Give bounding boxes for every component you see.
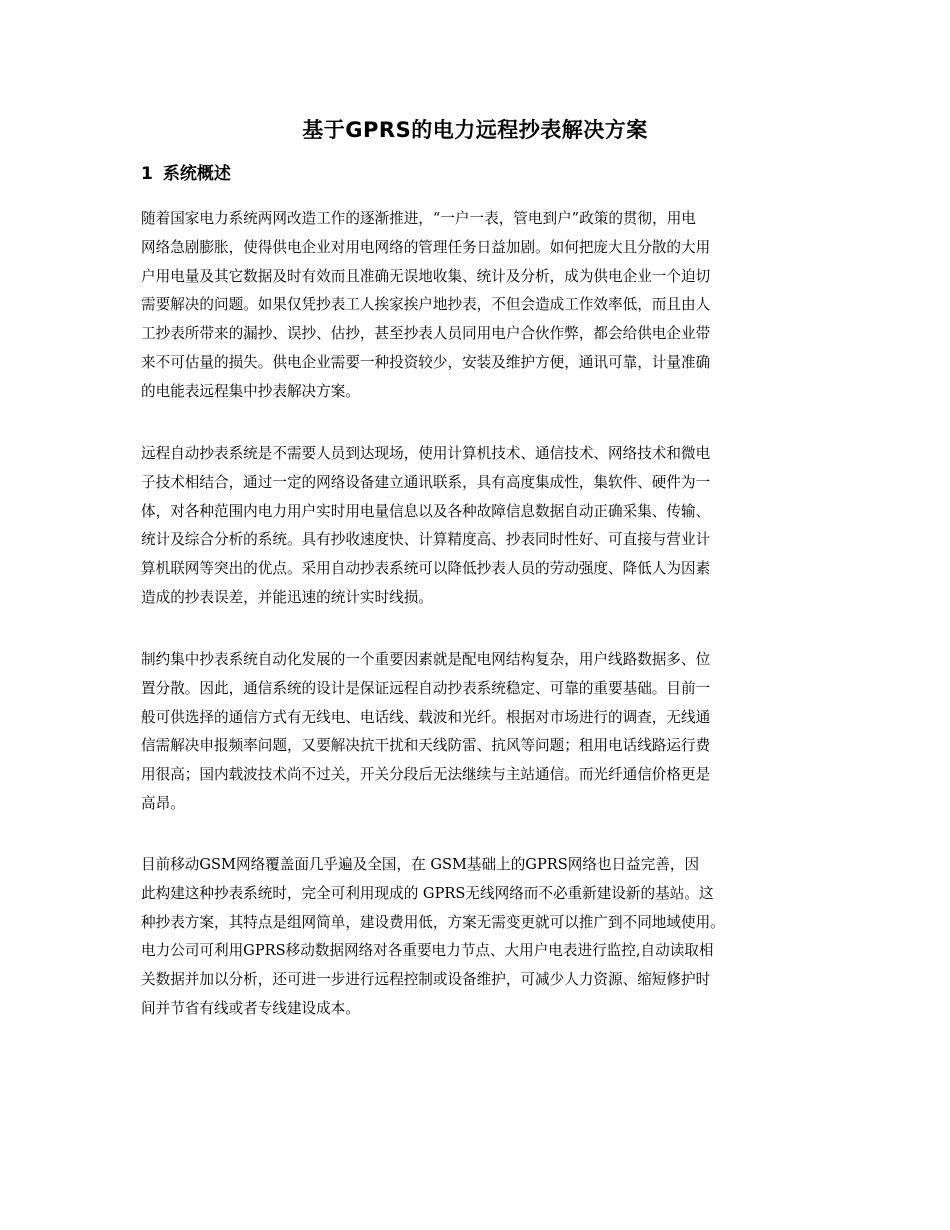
paragraph-line: 目前移动GSM网络覆盖面几乎遍及全国，在 GSM基础上的GPRS网络也日益完善，因 (141, 856, 700, 873)
paragraph-line: 造成的抄表误差，并能迅速的统计实时线损。 (141, 588, 433, 606)
paragraph-line: 随着国家电力系统两网改造工作的逐渐推进，“一户一表，管电到户”政策的贯彻，用电 (141, 210, 696, 227)
paragraph-line: 来不可估量的损失。供电企业需要一种投资较少，安装及维护方便，通讯可靠，计量准确 (141, 353, 711, 371)
paragraph-line: 需要解决的问题。如果仅凭抄表工人挨家挨户地抄表，不但会造成工作效率低，而且由人 (141, 296, 711, 314)
paragraph-line: 的电能表远程集中抄表解决方案。 (141, 382, 360, 400)
paragraph-4 (141, 851, 821, 1024)
paragraph-line: 信需解决申报频率问题，又要解决抗干扰和天线防雷、抗风等问题；租用电话线路运行费 (141, 737, 711, 755)
section-heading (141, 161, 231, 187)
paragraph-line: 此构建这种抄表系统时，完全可利用现成的 GPRS无线网络而不必重新建设新的基站。这 (141, 884, 714, 902)
document-title: 基于GPRS的电力远程抄表解决方案 (302, 118, 648, 142)
paragraph-line: 电力公司可利用GPRS移动数据网络对各重要电力节点、大用户电表进行监控,自动读取相 (141, 942, 714, 960)
paragraph-2 (141, 440, 821, 613)
paragraph-line: 子技术相结合，通过一定的网络设备建立通讯联系，具有高度集成性，集软件、硬件为一 (141, 473, 711, 491)
section-number: 1 (141, 164, 153, 184)
paragraph-line: 种抄表方案，其特点是组网简单，建设费用低，方案无需变更就可以推广到不同地域使用。 (141, 913, 725, 931)
paragraph-line: 用很高；国内载波技术尚不过关，开关分段后无法继续与主站通信。而光纤通信价格更是 (141, 766, 711, 784)
section-title: 系统概述 (162, 164, 231, 184)
paragraph-line: 高昂。 (141, 794, 185, 812)
paragraph-line: 统计及综合分析的系统。具有抄收速度快、计算精度高、抄表同时性好、可直接与营业计 (141, 531, 711, 549)
paragraph-line: 间并节省有线或者专线建设成本。 (141, 999, 360, 1017)
paragraph-line: 关数据并加以分析，还可进一步进行远程控制或设备维护，可减少人力资源、缩短修护时 (141, 971, 711, 989)
paragraph-line: 工抄表所带来的漏抄、误抄、估抄，甚至抄表人员同用电户合伙作弊，都会给供电企业带 (141, 325, 711, 343)
paragraph-line: 制约集中抄表系统自动化发展的一个重要因素就是配电网结构复杂，用户线路数据多、位 (141, 651, 711, 668)
paragraph-3 (141, 646, 821, 819)
paragraph-line: 置分散。因此，通信系统的设计是保证远程自动抄表系统稳定、可靠的重要基础。目前一 (141, 679, 711, 697)
paragraph-1 (141, 205, 821, 407)
paragraph-line: 体，对各种范围内电力用户实时用电量信息以及各种故障信息数据自动正确采集、传输、 (141, 502, 711, 520)
paragraph-line: 算机联网等突出的优点。采用自动抄表系统可以降低抄表人员的劳动强度、降低人为因素 (141, 560, 711, 578)
paragraph-line: 远程自动抄表系统是不需要人员到达现场，使用计算机技术、通信技术、网络技术和微电 (141, 445, 711, 462)
paragraph-line: 网络急剧膨胀，使得供电企业对用电网络的管理任务日益加剧。如何把庞大且分散的大用 (141, 238, 711, 256)
paragraph-line: 般可供选择的通信方式有无线电、电话线、载波和光纤。根据对市场进行的调查，无线通 (141, 708, 711, 726)
paragraph-line: 户用电量及其它数据及时有效而且准确无误地收集、统计及分析，成为供电企业一个迫切 (141, 267, 711, 285)
